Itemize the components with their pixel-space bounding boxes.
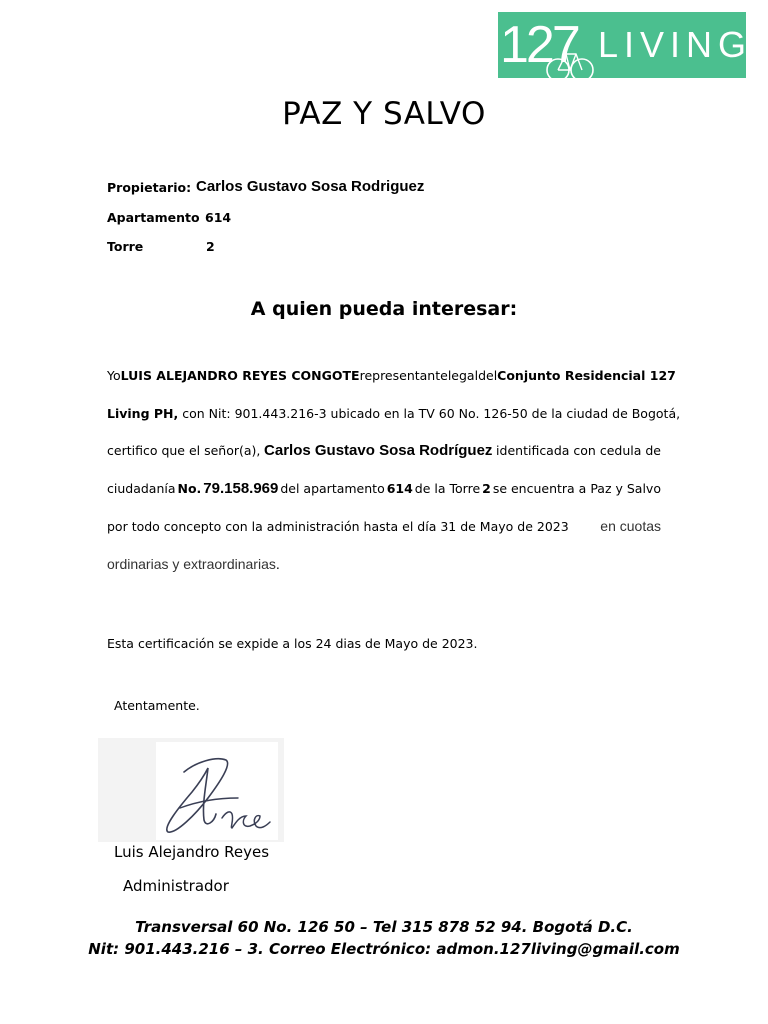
body-line-1 — [107, 368, 676, 383]
apartment-label: Apartamento — [107, 210, 200, 225]
body-text: . — [275, 557, 280, 572]
footer-contact: Nit: 901.443.216 – 3. Correo Electrónico: admon.127living@gmail.com — [88, 940, 680, 958]
body-text: representante — [359, 368, 448, 383]
apartment-value: 614 — [205, 210, 232, 225]
representative-name: LUIS ALEJANDRO REYES CONGOTE — [120, 368, 360, 383]
body-line-3 — [107, 442, 661, 459]
body-text: del apartamento — [280, 481, 385, 496]
body-text: No. — [177, 481, 202, 496]
complex-name: Conjunto Residencial 127 — [497, 368, 676, 383]
body-text: ciudadanía — [107, 481, 176, 496]
body-text: identificada con cedula de — [496, 443, 661, 458]
id-number: 79.158.969 — [203, 480, 279, 497]
owner-value: Carlos Gustavo Sosa Rodriguez — [196, 178, 425, 195]
body-text: por todo concepto con la administración hasta el día 31 de Mayo de 2023 — [107, 519, 569, 534]
tower-value: 2 — [206, 239, 215, 254]
body-text: de la Torre — [414, 481, 481, 496]
body-text: certifico que el señor(a), — [107, 443, 261, 458]
body-line-2 — [107, 406, 681, 421]
company-logo — [498, 12, 753, 78]
signature-area — [156, 742, 278, 840]
body-text: del — [478, 368, 498, 383]
issue-statement: Esta certificación se expide a los 24 dias de Mayo de 2023. — [107, 636, 478, 651]
certified-person-name: Carlos Gustavo Sosa Rodríguez — [264, 442, 493, 459]
tower-number: 2 — [482, 481, 491, 496]
owner-label: Propietario: — [107, 180, 192, 195]
tower-label: Torre — [107, 239, 144, 254]
apartment-number: 614 — [386, 481, 413, 496]
signer-role: Administrador — [123, 877, 229, 895]
body-line-6 — [107, 556, 661, 572]
body-text: se encuentra a Paz y Salvo — [492, 481, 661, 496]
bicycle-icon — [546, 42, 596, 86]
signer-name: Luis Alejandro Reyes — [114, 843, 270, 861]
logo-word: LIVING — [598, 24, 753, 65]
logo-number: 127 — [500, 16, 578, 74]
body-text: con Nit: 901.443.216-3 ubicado en la TV 60 No. 126-50 de la ciudad de Bogotá, — [182, 406, 681, 421]
body-text: Yo — [107, 368, 121, 383]
body-line-5 — [107, 518, 661, 534]
complex-name-cont: Living PH, — [107, 406, 179, 421]
signature-image — [156, 742, 278, 840]
body-text: en cuotas — [600, 518, 661, 534]
body-text: ordinarias y extraordinarias — [107, 556, 276, 572]
greeting-heading: A quien pueda interesar: — [250, 298, 518, 320]
document-title: PAZ Y SALVO — [282, 96, 486, 132]
footer-address: Transversal 60 No. 126 50 – Tel 315 878 52 94. Bogotá D.C. — [135, 918, 633, 936]
body-text: legal — [447, 368, 479, 383]
body-line-4 — [107, 480, 661, 497]
closing-text: Atentamente. — [114, 698, 200, 713]
